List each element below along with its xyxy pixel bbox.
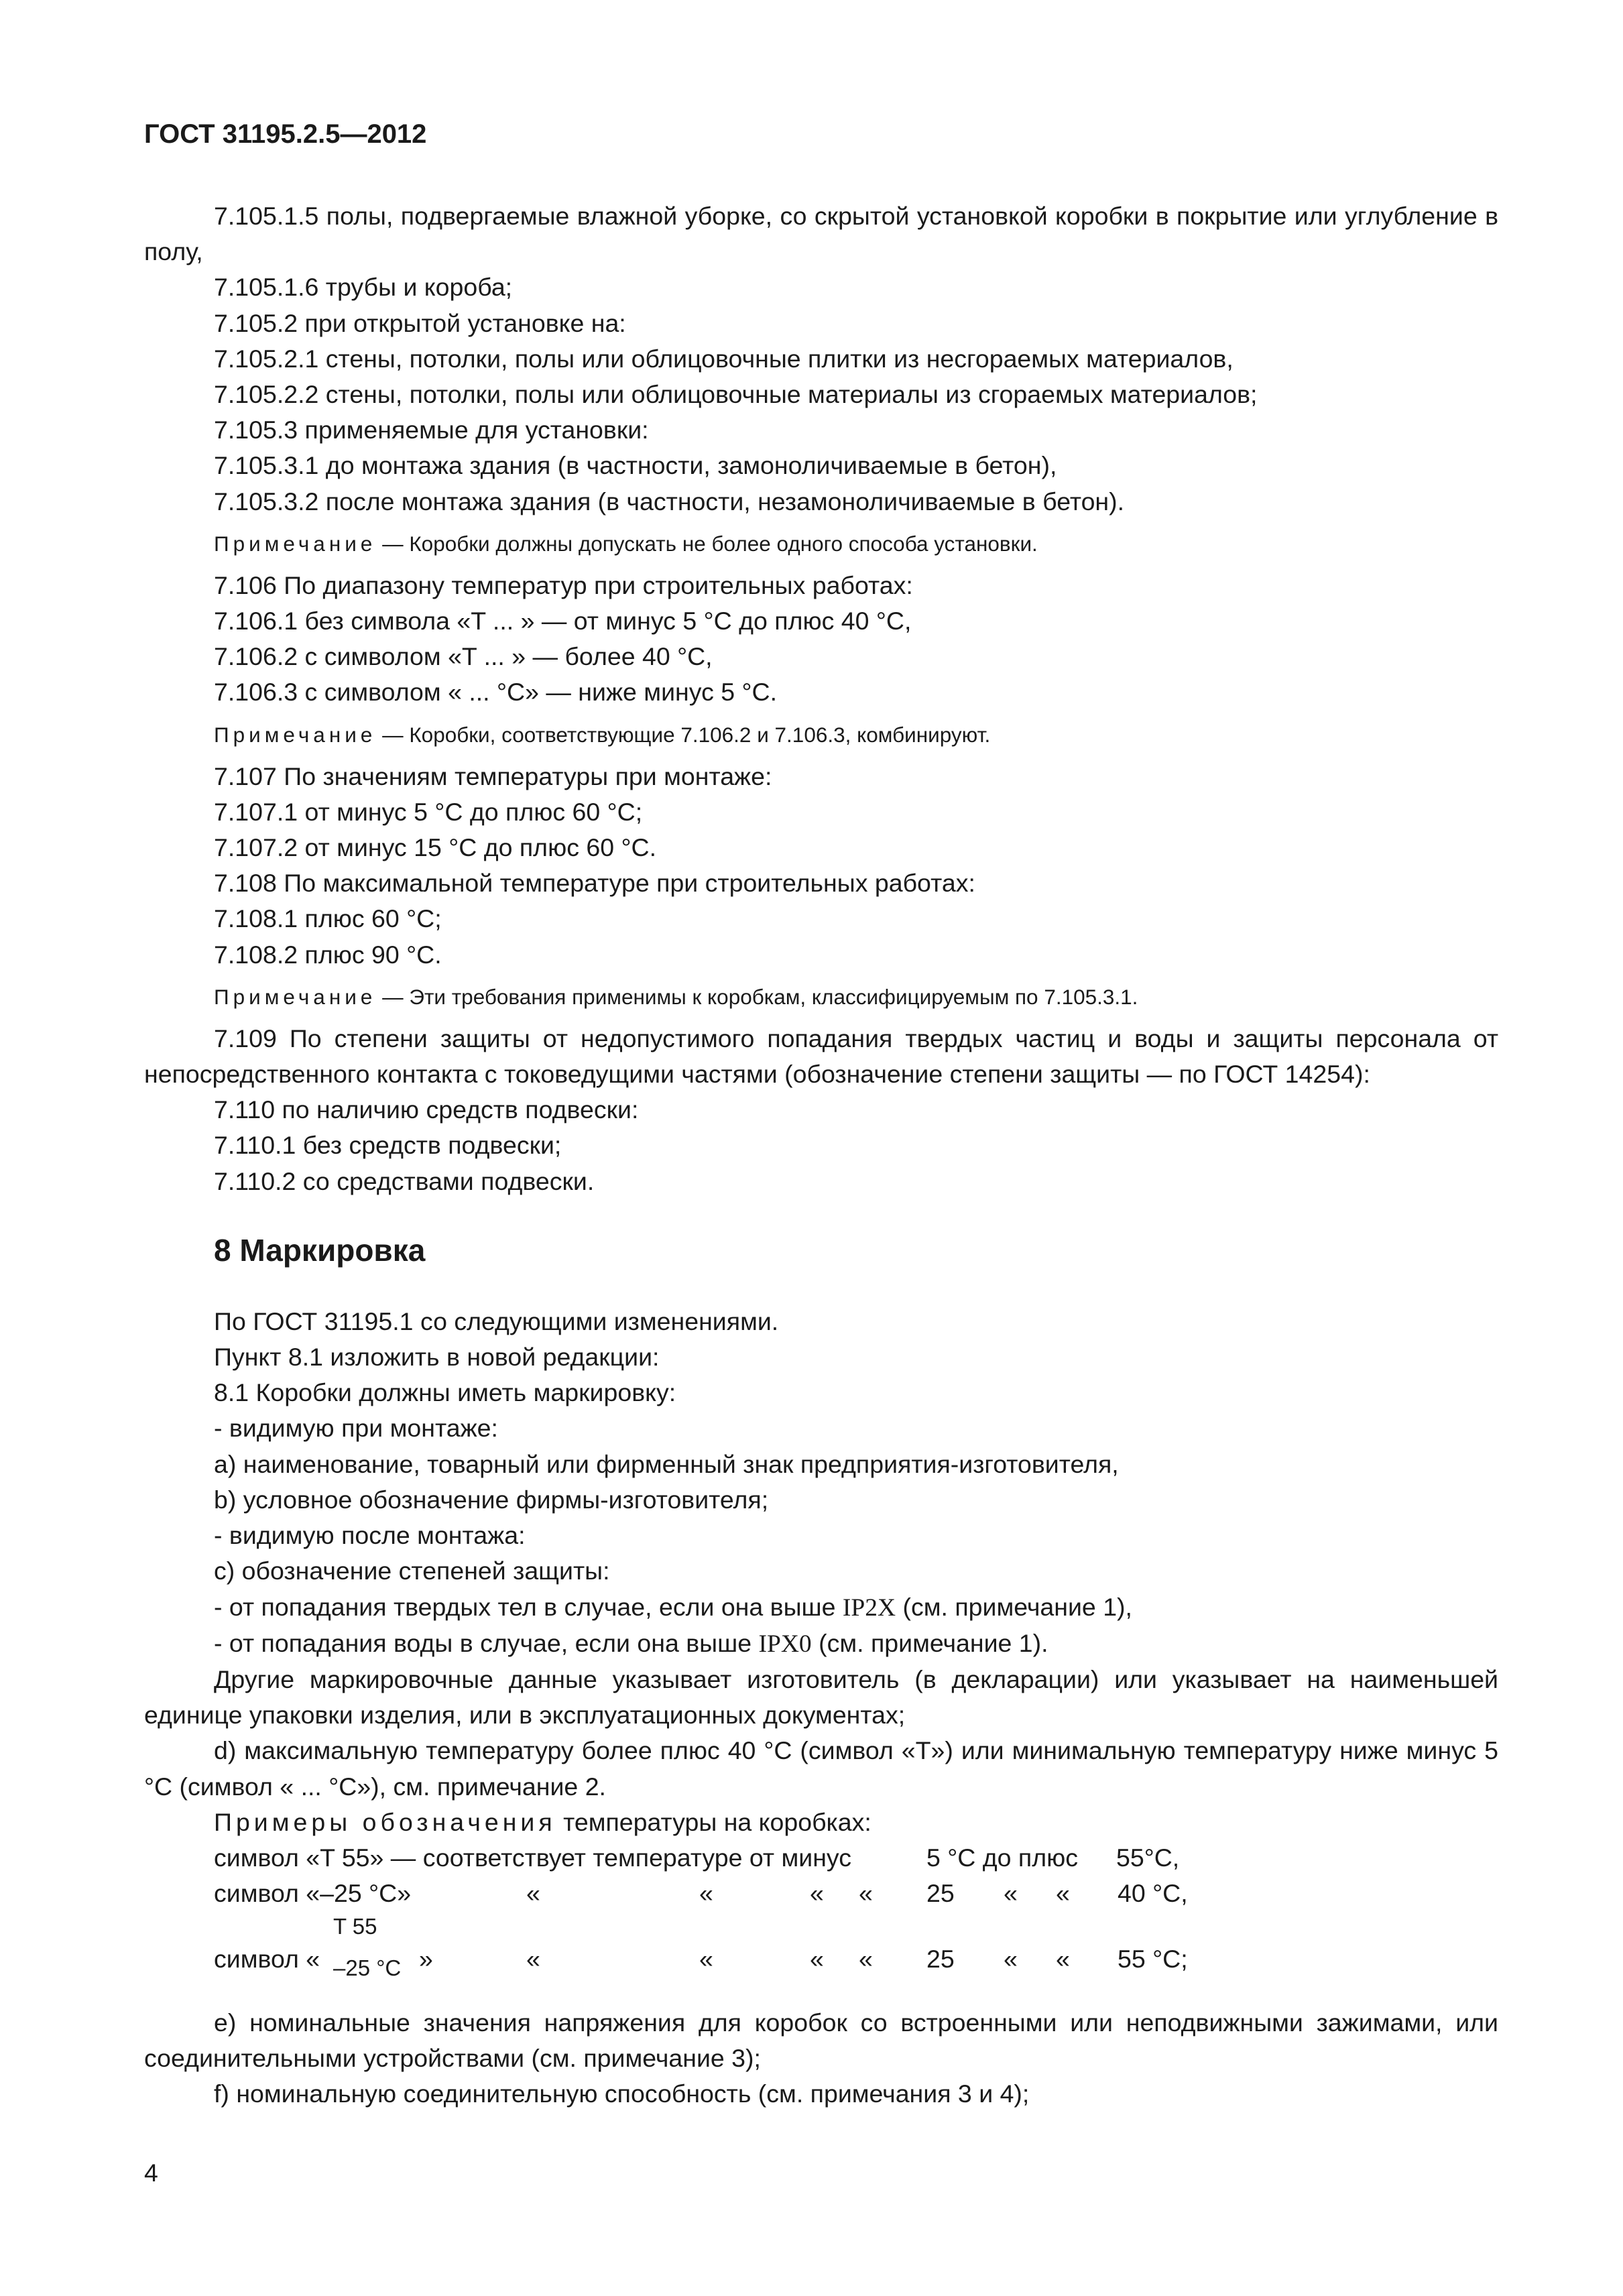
list-line: 7.107.2 от минус 15 °C до плюс 60 °C. bbox=[214, 833, 656, 862]
paragraph-other-marking: Другие маркировочные данные указывает изготовитель (в декларации) или указывает на наименьшей единице упаковки изделия, или в эксплуатационных документах; bbox=[144, 1665, 1498, 1730]
section-heading: 8 Маркировка bbox=[214, 1232, 426, 1268]
line-f: f) номинальную соединительную способность (см. примечания 3 и 4); bbox=[214, 2079, 1030, 2108]
list-line: - видимую после монтажа: bbox=[214, 1521, 526, 1550]
list-line: b) условное обозначение фирмы-изготовителя; bbox=[214, 1485, 769, 1514]
list-line: 7.108.1 плюс 60 °C; bbox=[214, 904, 442, 933]
list-line: По ГОСТ 31195.1 со следующими изменениями. bbox=[214, 1307, 779, 1335]
ip-code: IP2X bbox=[842, 1593, 896, 1622]
note-label: Примечание bbox=[214, 722, 377, 747]
list-line: 7.108.2 плюс 90 °C. bbox=[214, 940, 442, 969]
note-text: — Эти требования применимы к коробкам, классифицируемым по 7.105.3.1. bbox=[376, 984, 1138, 1009]
list-line: 7.108 По максимальной температуре при строительных работах: bbox=[214, 869, 975, 898]
list-7-107 bbox=[144, 759, 1498, 973]
note-text: — Коробки должны допускать не более одного способа установки. bbox=[376, 531, 1038, 556]
list-line: 7.110.1 без средств подвески; bbox=[214, 1131, 562, 1160]
example-row-3: символ « T 55 –25 °C » « « « « 25 « « 55 °C; bbox=[214, 1913, 1188, 1980]
note-label: Примечание bbox=[214, 531, 377, 556]
fraction-top: T 55 bbox=[333, 1913, 377, 1939]
list-line: 7.105.2.1 стены, потолки, полы или облицовочные плитки из несгораемых материалов, bbox=[214, 344, 1234, 373]
list-line: 7.107 По значениям температуры при монтаже: bbox=[214, 762, 772, 790]
list-line: - видимую при монтаже: bbox=[214, 1414, 498, 1443]
list-line: 7.105.2 при открытой установке на: bbox=[214, 308, 626, 337]
ip-solid-line: - от попадания твердых тел в случае, если она выше IP2X (см. примечание 1), bbox=[214, 1592, 1132, 1622]
paragraph-d: d) максимальную температуру более плюс 40 °C (символ «T») или минимальную температуру ниже минус 5 °C (символ « ... °C»), см. примечание 2. bbox=[144, 1736, 1498, 1801]
example-row-1: символ «T 55» — соответствует температуре от минус 5 °C до плюс 55°C, bbox=[214, 1843, 1180, 1872]
list-line: a) наименование, товарный или фирменный знак предприятия-изготовителя, bbox=[214, 1449, 1119, 1478]
page-number: 4 bbox=[144, 2159, 158, 2187]
note-3 bbox=[144, 978, 1498, 1016]
note-2 bbox=[144, 716, 1498, 753]
list-line: 8.1 Коробки должны иметь маркировку: bbox=[214, 1378, 676, 1407]
list-line: 7.105.3.1 до монтажа здания (в частности, замоноличиваемые в бетон), bbox=[214, 451, 1057, 480]
list-line: 7.106.1 без символа «T ... » — от минус 5 °C до плюс 40 °C, bbox=[214, 607, 912, 636]
paragraph-7-109: 7.109 По степени защиты от недопустимого попадания твердых частиц и воды и защиты персонала от непосредственного контакта с токоведущими частями (обозначение степени защиты — по ГОСТ 14254): bbox=[144, 1024, 1498, 1089]
paragraph-7-105-1-5: 7.105.1.5 полы, подвергаемые влажной уборке, со скрытой установкой коробки в покрытие или углубление в полу, bbox=[144, 202, 1498, 266]
document-header: ГОСТ 31195.2.5—2012 bbox=[144, 119, 427, 149]
document-body bbox=[144, 198, 1498, 2112]
note-1 bbox=[144, 525, 1498, 562]
ip-water-line: - от попадания воды в случае, если она выше IPX0 (см. примечание 1). bbox=[214, 1628, 1048, 1658]
list-7-110 bbox=[144, 1092, 1498, 1199]
examples-heading: Примеры обозначения температуры на коробках: bbox=[214, 1807, 871, 1836]
example-row-2: символ «–25 °C» « « « « 25 « « 40 °C, bbox=[214, 1878, 1188, 1907]
list-line: 7.105.3 применяемые для установки: bbox=[214, 416, 649, 444]
list-line: 7.110 по наличию средств подвески: bbox=[214, 1095, 639, 1124]
list-line: 7.105.1.6 трубы и короба; bbox=[214, 273, 513, 302]
paragraph-e: e) номинальные значения напряжения для коробок со встроенными или неподвижными зажимами, или соединительными устройствами (см. примечание 3); bbox=[144, 2008, 1498, 2073]
examples-label: Примеры обозначения bbox=[214, 1807, 556, 1836]
list-line: 7.105.3.2 после монтажа здания (в частности, незамоноличиваемые в бетон). bbox=[214, 487, 1125, 516]
list-7-105 bbox=[144, 269, 1498, 519]
note-label: Примечание bbox=[214, 984, 377, 1009]
list-line: 7.105.2.2 стены, потолки, полы или облицовочные материалы из сгораемых материалов; bbox=[214, 380, 1258, 409]
list-line: 7.106 По диапазону температур при строительных работах: bbox=[214, 570, 913, 599]
ip-code: IPX0 bbox=[758, 1630, 812, 1658]
note-text: — Коробки, соответствующие 7.106.2 и 7.106.3, комбинируют. bbox=[376, 722, 991, 747]
list-line: 7.110.2 со средствами подвески. bbox=[214, 1166, 595, 1195]
list-line: c) обозначение степеней защиты: bbox=[214, 1557, 610, 1585]
list-line: Пункт 8.1 изложить в новой редакции: bbox=[214, 1343, 660, 1372]
list-7-106 bbox=[144, 568, 1498, 711]
list-line: 7.106.3 с символом « ... °C» — ниже минус 5 °C. bbox=[214, 678, 778, 707]
fraction-bottom: –25 °C bbox=[333, 1955, 402, 1980]
marking-list bbox=[144, 1304, 1498, 1662]
list-line: 7.107.1 от минус 5 °C до плюс 60 °C; bbox=[214, 797, 643, 826]
list-line: 7.106.2 с символом «T ... » — более 40 °C, bbox=[214, 642, 713, 671]
